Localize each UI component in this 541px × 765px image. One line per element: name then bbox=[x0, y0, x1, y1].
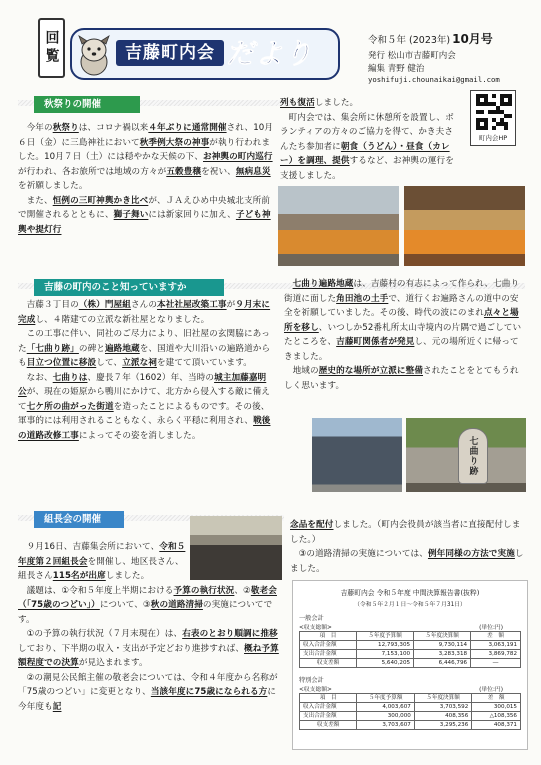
elders-p4: ②の潮見公民館主催の敬老会については、令和４年度から名称が「75歳のつどい」に変更となり、当該年度に75歳になられる方に今年度も記 bbox=[18, 672, 278, 712]
email: yoshifuji.chounaikai@gmail.com bbox=[368, 75, 500, 84]
festival-photo-1 bbox=[278, 186, 399, 266]
issue-date: 令和５年 (2023年) 10月号 bbox=[368, 32, 493, 46]
general-table bbox=[299, 631, 521, 668]
kairan-stamp bbox=[38, 18, 65, 78]
elders-p5: 念品を配付しました。（町内会役員が該当者に直接配付しました。） bbox=[290, 520, 521, 545]
finance-report bbox=[292, 580, 528, 750]
general-sub: <収支総額> bbox=[299, 625, 332, 631]
autumn-p3: 列も復活しました。 bbox=[280, 98, 359, 108]
elders-heading: 組長会の開催 bbox=[34, 511, 124, 528]
festival-photo-2 bbox=[404, 186, 525, 266]
elders-p1: ９月16日、吉藤集会所において、令和５年度第２回組長会を開催し、地区長さん、組長さん115名が出席しました。 bbox=[18, 542, 186, 581]
history-p1: 吉藤３丁目の（株）門屋組さんの本社社屋改築工事が９月末に完成し、４階建ての立派な新社屋となりました。 bbox=[18, 300, 271, 325]
table-row: 収支差額 3,703,607 3,295,236 408,371 bbox=[300, 721, 521, 730]
qr-code-icon bbox=[476, 94, 512, 130]
general-label: 一般会計 bbox=[299, 615, 324, 622]
elders-p6: ③の道路清掃の実施については、例年同様の方法で実施しました。 bbox=[290, 549, 524, 574]
elders-p2: 議題は、①令和５年度上半期における予算の執行状況、②敬老会（「75歳のつどい」）について、③秋の道路清掃の実施についてです。 bbox=[18, 585, 277, 625]
table-row: 収入合計金額 12,793,305 9,730,114 3,063,191 bbox=[300, 641, 521, 650]
kairan-label: 回覧 bbox=[43, 30, 60, 66]
history-heading: 吉藤の町内のこと知っていますか bbox=[34, 279, 224, 296]
table-row: 収入合計金額 4,003,607 3,703,592 300,015 bbox=[300, 703, 521, 712]
autumn-p1: 今年の秋祭りは、コロナ禍以来４年ぶりに通常開催され、10月６日（金）に三島神社において秋季例大祭の神事が執り行われました。10月７日（土）には穏やかな天候の下、お神輿の町内巡行が行われ、各お旅所では地域の方々が五穀豊穣を祝い、無病息災を祈願しました。 bbox=[18, 123, 274, 191]
special-unit: (単位:円) bbox=[479, 687, 503, 693]
finance-title: 吉藤町内会 令和５年度 中間決算報告書(抜粋) bbox=[340, 589, 480, 597]
general-unit: (単位:円) bbox=[479, 625, 503, 631]
editor: 編集 青野 健治 bbox=[368, 64, 425, 74]
dog-mascot-icon bbox=[74, 34, 114, 78]
table-row: 収支差額 5,640,205 6,446,796 ― bbox=[300, 659, 521, 668]
history-text-right bbox=[284, 277, 525, 393]
elders-text-left bbox=[18, 540, 282, 714]
autumn-p4: 町内会では、集会所に休憩所を設置し、ボランティアの方々のご協力を得て、かき夫さんたち参加者に朝食（うどん）・昼食（カレー）を調理、提供するなど、お神輿の運行を支援しました。 bbox=[280, 112, 454, 181]
history-p2: この工事に伴い、同社のご尽力により、旧社屋の玄関脇にあった「七曲り跡」の碑と遍路地蔵を、国道や大川沿いの遍路道からも目立つ位置に移設して、立派な祠を建てて頂いています。 bbox=[18, 329, 271, 368]
history-p4: 七曲り遍路地蔵は、吉藤村の有志によって作られ、七曲り街道に面した角田池の土手で、道行くお遍路さんの道中の安全を祈願していました。その後、時代の波にのまれ点々と場所を移し、いつしか52番札所太山寺境内の片隅で過ごしていたところを、吉藤町関係者が発見し、元の場所近くに帰ってきました。 bbox=[284, 279, 522, 362]
monument-photo bbox=[406, 418, 526, 492]
title-dayori: だより bbox=[226, 37, 314, 70]
autumn-text-left bbox=[18, 121, 274, 237]
title-main: 吉藤町内会 bbox=[116, 40, 224, 66]
finance-period: （令和５年２月１日～令和５年７月31日） bbox=[354, 602, 466, 608]
table-row: 支出合計金額 7,153,100 3,283,318 3,869,782 bbox=[300, 650, 521, 659]
autumn-p2: また、恒例の三町神輿かき比べが、ＪＡえひめ中央城北支所前で開催されるとともに、獅子舞いには新家回りに加え、子ども神輿や提灯行 bbox=[18, 195, 271, 235]
special-table bbox=[299, 693, 521, 730]
elders-p3: ①の予算の執行状況（７月末現在）は、右表のとおり順調に推移しており、下半期の収入・支出が予定どおり進捗すれば、概ね予算額程度での決算が見込まれます。 bbox=[18, 629, 279, 668]
history-text-left bbox=[18, 298, 274, 443]
publisher: 発行 松山市吉藤町内会 bbox=[368, 51, 456, 61]
special-sub: <収支総額> bbox=[299, 687, 332, 693]
masthead bbox=[0, 0, 541, 96]
history-p3: なお、七曲りは、慶長７年（1602）年、当時の城主加藤嘉明公が、現在の姫原から鴨川にかけて、北方から侵入する敵に備えて七ケ所の曲がった街道を造ったことによるものです。その後、軍事的には利用されることもなく、永らく平穏に利用され、戦後の道路改修工事によってその姿を消しました。 bbox=[18, 372, 271, 441]
building-photo bbox=[312, 418, 402, 492]
table-header: 項 目 ５年度予算額 ５年度決算額 差 額 bbox=[300, 694, 521, 703]
stone-monument: 七曲り跡 bbox=[458, 428, 488, 484]
autumn-heading: 秋祭りの開催 bbox=[34, 96, 140, 113]
qr-box[interactable] bbox=[470, 90, 516, 146]
elders-text-right bbox=[290, 518, 526, 576]
history-p5: 地域の歴史的な場所が立派に整備されたことをとてもうれしく思います。 bbox=[284, 366, 519, 391]
table-row: 支出合計金額 300,000 408,356 △108,356 bbox=[300, 712, 521, 721]
qr-label: 町内会HP bbox=[478, 134, 508, 142]
special-label: 特別会計 bbox=[299, 677, 324, 684]
table-header: 項 目 ５年度予算額 ５年度決算額 差 額 bbox=[300, 632, 521, 641]
